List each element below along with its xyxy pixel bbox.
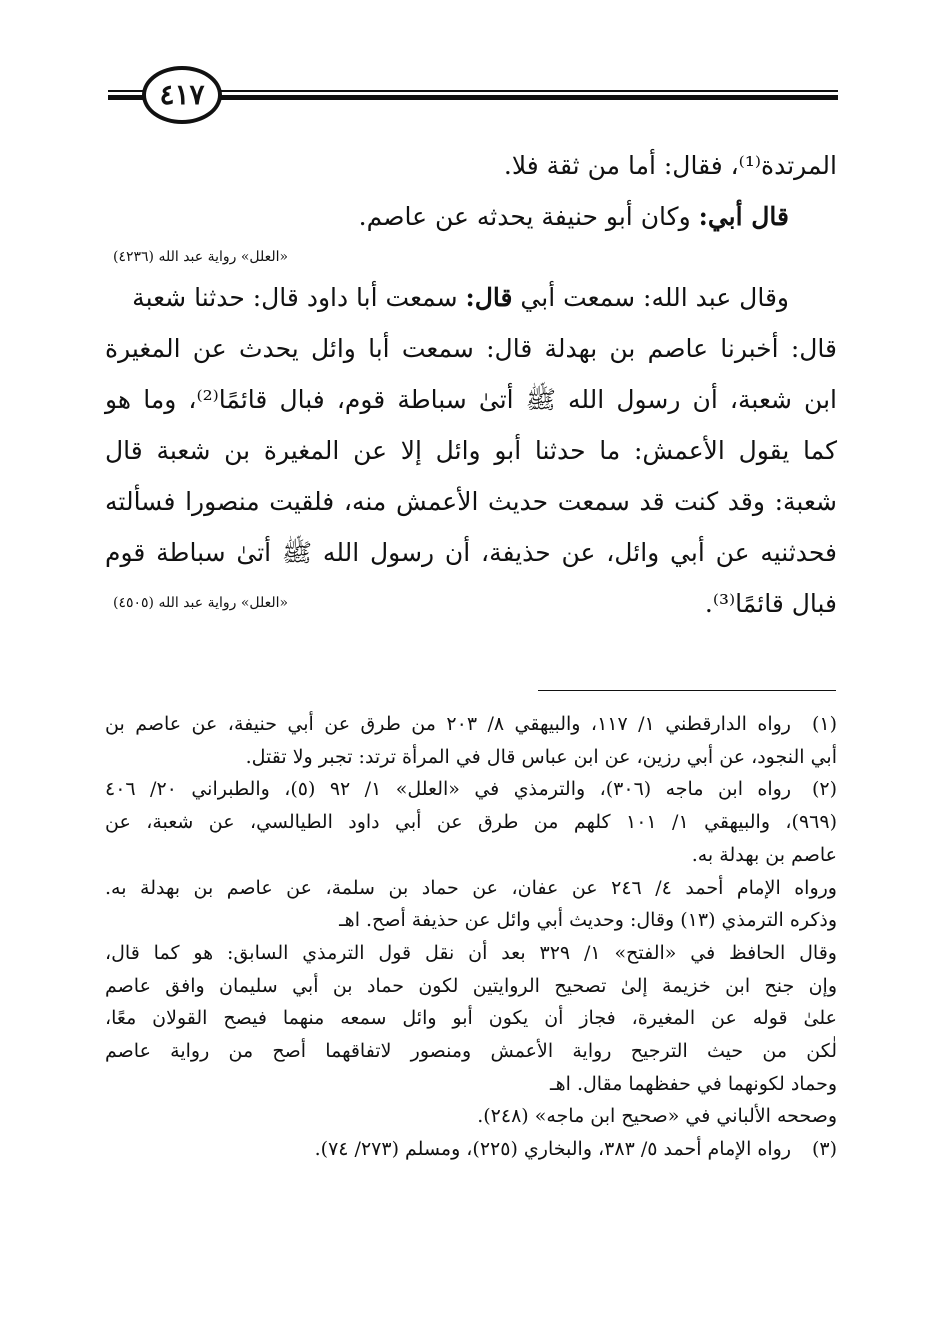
text-line-9 — [105, 578, 837, 629]
footnote-body — [105, 708, 791, 741]
footnote-line: علىٰ قوله عن المغيرة، فجاز أن يكون أبو وائل سمعه منهما فيصح القولان معًا، — [105, 1007, 837, 1030]
footnote-line: وصححه الألباني في «صحيح ابن ماجه» (٢٤٨). — [477, 1105, 837, 1128]
footnote-line: رواه الإمام أحمد ٥/ ٣٨٣، والبخاري (٢٢٥)، ومسلم (٢٧٣/ ٧٤). — [314, 1138, 791, 1161]
page-number: ٤١٧ — [159, 78, 205, 111]
footnote-line: رواه الدارقطني ١/ ١١٧، والبيهقي ٨/ ٢٠٣ من طرق عن أبي حنيفة، عن عاصم بن — [105, 713, 791, 735]
footnote-3 — [105, 1133, 837, 1166]
text-line-9-text: فبال قائمًا⁽³⁾. — [704, 589, 837, 618]
text-line-2-rest: وكان أبو حنيفة يحدثه عن عاصم. — [358, 202, 699, 231]
footnote-divider — [538, 690, 836, 691]
footnote-body — [105, 773, 791, 806]
speaker-label: قال أبي: — [698, 202, 789, 231]
footnote-line: ورواه الإمام أحمد ٤/ ٢٤٦ عن عفان، عن حماد بن سلمة، عن عاصم بن بهدلة به. — [105, 876, 837, 899]
text-line-4: قال: أخبرنا عاصم بن بهدلة قال: سمعت أبا وائل يحدث عن المغيرة — [105, 334, 837, 363]
footnote-number: (١) — [811, 713, 837, 735]
text-line-3-b: سمعت أبا داود قال: حدثنا شعبة — [132, 283, 466, 312]
footnotes — [105, 708, 837, 1166]
text-line-3 — [105, 272, 837, 323]
footnote-line: وإن جنح ابن خزيمة إلىٰ تصحيح الروايتين لكون حماد بن أبي سليمان وافق عاصم — [105, 974, 837, 997]
footnote-number: (٢) — [811, 778, 837, 801]
footnote-line: لٰكن من حيث الترجيح رواية الأعمش ومنصور لاتفاقهما أصح من رواية عاصم — [105, 1040, 837, 1063]
footnote-number: (٣) — [811, 1138, 837, 1161]
footnote-body — [105, 1133, 791, 1166]
source-citation-1: «العلل» رواية عبد الله (٤٢٣٦) — [113, 249, 289, 265]
text-line-5: ابن شعبة، أن رسول الله ﷺ أتىٰ سباطة قوم، فبال قائمًا⁽²⁾، وما هو — [105, 385, 837, 414]
page-header — [108, 62, 838, 132]
footnote-line: رواه ابن ماجه (٣٠٦)، والترمذي في «العلل» ١/ ٩٢ (٥)، والطبراني ٢٠/ ٤٠٦ — [105, 778, 792, 801]
text-line-6: كما يقول الأعمش: ما حدثنا أبو وائل إلا عن المغيرة بن شعبة قال — [105, 436, 837, 465]
text-line-7: شعبة: وقد كنت قد سمعت حديث الأعمش منه، فلقيت منصورا فسألته — [105, 487, 837, 516]
text-line-8: فحدثنيه عن أبي وائل، عن حذيفة، أن رسول الله ﷺ أتىٰ سباطة قوم — [105, 538, 837, 567]
text-line-2 — [105, 191, 837, 242]
footnote-2 — [105, 773, 837, 806]
footnote-line: وذكره الترمذي (١٣) وقال: وحديث أبي وائل عن حذيفة أصح. اهـ — [339, 909, 837, 932]
text-line-3-a: وقال عبد الله: سمعت أبي — [512, 283, 789, 312]
text-line-1: المرتدة⁽¹⁾، فقال: أما من ثقة فلا. — [503, 151, 837, 180]
speaker-label-2: قال: — [465, 283, 513, 312]
footnote-line: أبي النجود، عن أبي رزين، عن ابن عباس قال في المرأة ترتد: تجبر ولا تقتل. — [245, 745, 837, 768]
footnote-line: عاصم بن بهدلة به. — [691, 843, 837, 866]
footnote-line: وقال الحافظ في «الفتح» ١/ ٣٢٩ بعد أن نقل قول الترمذي السابق: هو كما قال، — [105, 941, 837, 964]
footnote-1 — [105, 708, 837, 741]
footnote-line: (٩٦٩)، والبيهقي ١/ ١٠١ كلهم من طرق عن أبي داود الطيالسي، عن شعبة، عن — [105, 811, 837, 834]
source-citation-2: «العلل» رواية عبد الله (٤٥٠٥) — [113, 595, 289, 611]
footnote-line: وحماد لكونهما في حفظهما مقال. اهـ — [550, 1072, 837, 1095]
page-number-badge — [142, 66, 222, 124]
main-text — [105, 140, 837, 629]
